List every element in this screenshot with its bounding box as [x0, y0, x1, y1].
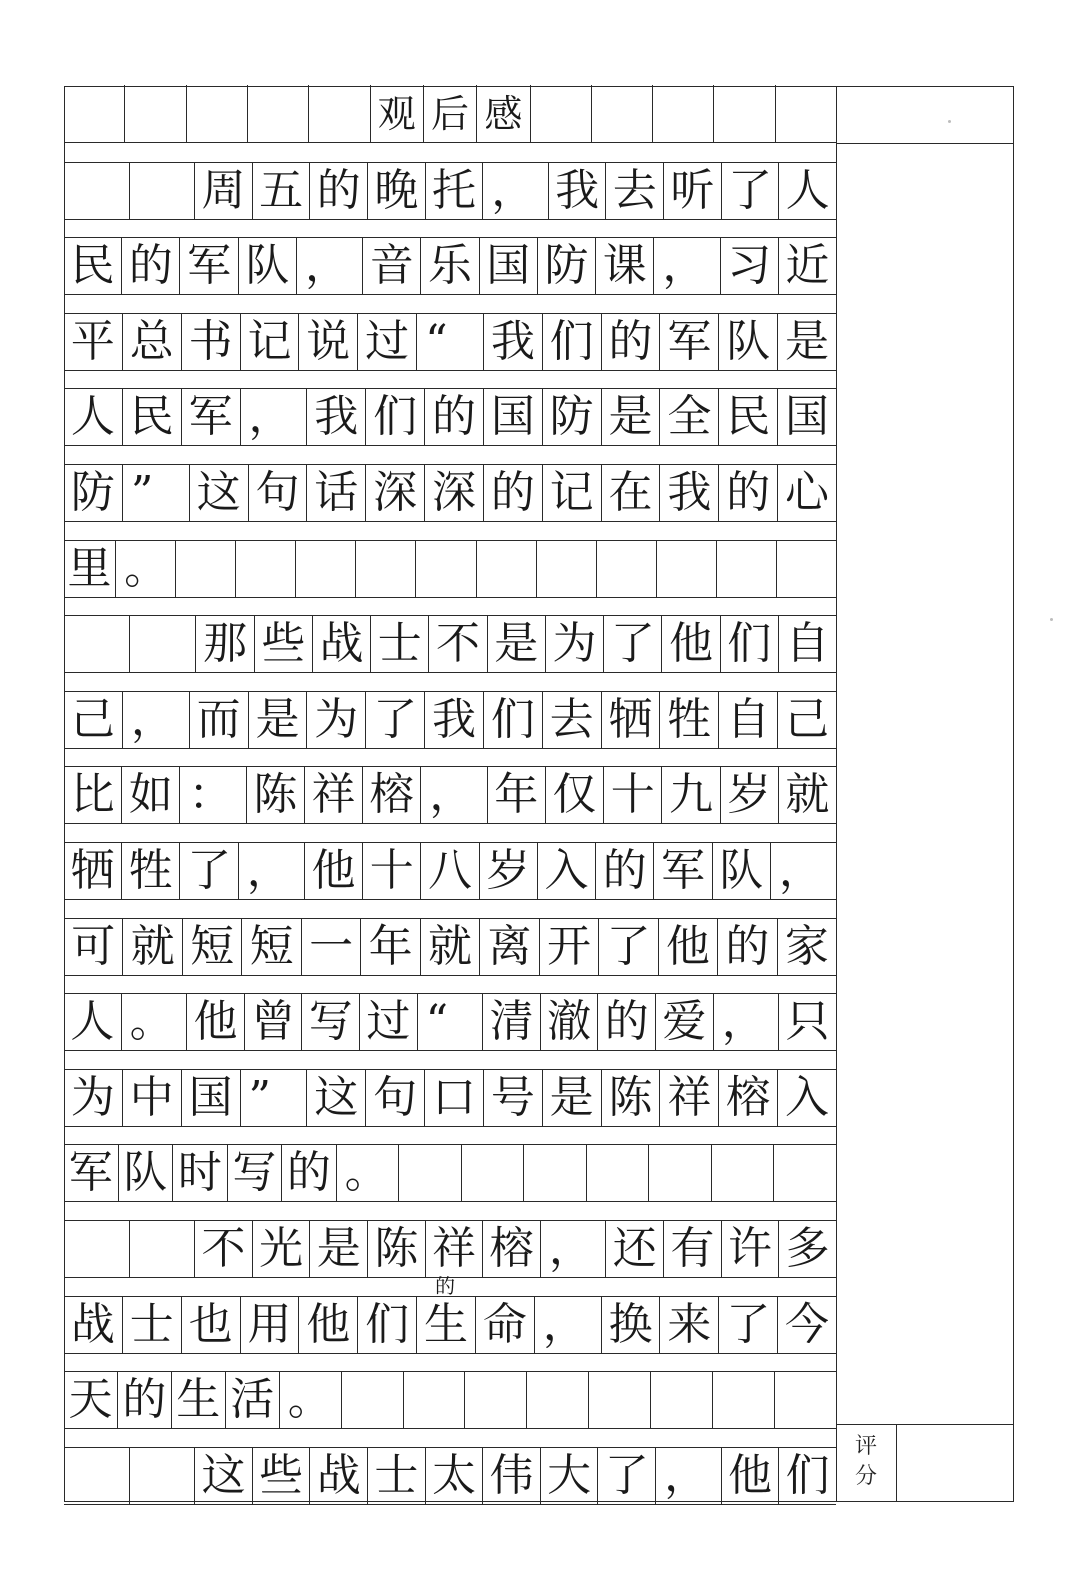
grid-cell: [592, 85, 653, 142]
grid-cell: 军: [660, 314, 719, 370]
grid-cell: 是: [543, 1070, 602, 1126]
grid-cell: 国: [182, 1070, 241, 1126]
grid-cell: 去: [543, 692, 602, 748]
grid-cell: 祥: [426, 1221, 484, 1277]
grid-cell: 我: [484, 314, 543, 370]
grid-cell: 牲: [660, 692, 719, 748]
grid-cell: ，: [535, 1297, 602, 1353]
grid-cell: 队: [119, 1145, 174, 1201]
grid-row: [64, 1447, 836, 1505]
margin-divider: [836, 143, 1014, 144]
grid-cell: 去: [606, 163, 664, 219]
grid-cell: 军: [182, 389, 241, 445]
grid-cell: 可: [64, 919, 123, 975]
grid-cell: [776, 85, 836, 142]
grid-cell: 队: [719, 314, 778, 370]
grid-cell: [64, 1448, 130, 1504]
grid-cell: 只: [785, 996, 830, 1047]
grid-cell: 民: [64, 238, 122, 294]
grid-cell: 深: [366, 465, 425, 521]
grid-cell: 。: [280, 1372, 342, 1428]
grid-cell: 祥: [305, 767, 363, 823]
grid-cell: 的: [602, 314, 661, 370]
grid-cell: [342, 1372, 404, 1428]
grid-cell: [774, 1145, 836, 1201]
grid-cell: 他: [305, 843, 363, 899]
grid-cell: [130, 616, 196, 672]
grid-row: [64, 1296, 836, 1354]
grid-cell: 天: [64, 1372, 118, 1428]
grid-cell: 防: [538, 238, 596, 294]
grid-cell: 五: [253, 163, 311, 219]
grid-cell: ，: [656, 1448, 722, 1504]
grid-row: [64, 540, 836, 598]
grid-row: [64, 615, 836, 673]
grid-cell: 记: [543, 465, 602, 521]
grid-cell: 榕: [483, 1221, 541, 1277]
insertion-mark: 的: [435, 1273, 456, 1298]
grid-cell: 太: [426, 1448, 484, 1504]
grid-cell: 来: [660, 1297, 719, 1353]
grid-cell: 牺: [64, 843, 122, 899]
grid-cell: 写: [228, 1145, 283, 1201]
grid-cell: 而: [190, 692, 249, 748]
grid-cell: 观: [371, 85, 424, 142]
grid-row: [64, 1069, 836, 1127]
grid-cell: 的: [484, 465, 543, 521]
grid-cell: 牺: [602, 692, 661, 748]
grid-cell: 我: [307, 389, 366, 445]
grid-row: [64, 842, 836, 900]
grid-row: [64, 766, 836, 824]
grid-cell: 战: [310, 1448, 368, 1504]
grid-cell: 不: [195, 1221, 253, 1277]
grid-cell: 防: [543, 389, 602, 445]
grid-cell: 里: [64, 541, 116, 597]
grid-cell: 们: [358, 1297, 417, 1353]
grid-cell: 们: [543, 314, 602, 370]
grid-cell: 的: [122, 238, 180, 294]
grid-cell: [64, 85, 125, 142]
grid-cell: [777, 541, 836, 597]
grid-cell: 年: [488, 767, 546, 823]
grid-cell: 了: [366, 692, 425, 748]
grid-cell: 九: [662, 767, 720, 823]
grid-cell: 他: [662, 616, 720, 672]
grid-cell: 自: [785, 618, 830, 669]
grid-cell: 队: [713, 843, 771, 899]
grid-cell: 为: [307, 692, 366, 748]
grid-cell: [714, 85, 775, 142]
grid-cell: 不: [429, 616, 487, 672]
grid-cell: 还: [606, 1221, 664, 1277]
scan-speck: [1050, 618, 1053, 621]
grid-cell: 深: [425, 465, 484, 521]
grid-cell: [649, 1145, 712, 1201]
grid-cell: 八: [421, 843, 479, 899]
grid-cell: 队: [239, 238, 297, 294]
grid-row: [64, 162, 836, 220]
grid-cell: [775, 1372, 836, 1428]
grid-cell: [399, 1145, 462, 1201]
grid-row: [64, 388, 836, 446]
grid-cell: 托: [426, 163, 484, 219]
grid-cell: 曾: [245, 994, 303, 1050]
grid-cell: 生: [172, 1372, 226, 1428]
grid-cell: 这: [190, 465, 249, 521]
grid-cell: [416, 541, 476, 597]
grid-row: [64, 237, 836, 295]
grid-cell: 句: [249, 465, 308, 521]
grid-cell: 为: [546, 616, 604, 672]
grid-cell: 全: [660, 389, 719, 445]
grid-cell: [531, 85, 592, 142]
grid-cell: 过: [360, 994, 418, 1050]
grid-cell: 写: [302, 994, 360, 1050]
grid-cell: 说: [299, 314, 358, 370]
grid-cell: ，: [123, 692, 190, 748]
grid-cell: 我: [549, 163, 607, 219]
grid-cell: 生: [417, 1297, 476, 1353]
grid-cell: 今: [785, 1299, 830, 1350]
grid-cell: 岁: [480, 843, 538, 899]
grid-cell: 话: [307, 465, 366, 521]
grid-cell: 感: [477, 85, 530, 142]
grid-cell: 平: [64, 314, 123, 370]
grid-cell: [248, 85, 309, 142]
grid-cell: ，: [297, 238, 363, 294]
grid-cell: 清: [483, 994, 541, 1050]
grid-cell: 入: [538, 843, 596, 899]
grid-cell: [712, 1145, 775, 1201]
grid-cell: ，: [239, 843, 305, 899]
grid-cell: 就: [123, 919, 182, 975]
grid-cell: [176, 541, 236, 597]
grid-cell: 时: [173, 1145, 228, 1201]
grid-cell: 防: [64, 465, 123, 521]
score-box-divider: [896, 1424, 897, 1502]
grid-cell: 中: [123, 1070, 182, 1126]
grid-cell: [309, 85, 370, 142]
grid-cell: 。: [122, 994, 188, 1050]
grid-cell: 们: [785, 1450, 830, 1501]
grid-cell: 了: [180, 843, 238, 899]
grid-cell: 是: [310, 1221, 368, 1277]
grid-cell: 澈: [541, 994, 599, 1050]
grid-cell: [64, 1221, 130, 1277]
grid-cell: 战: [313, 616, 371, 672]
grid-cell: 活: [226, 1372, 280, 1428]
grid-cell: 的: [718, 919, 777, 975]
grid-cell: 年: [361, 919, 420, 975]
grid-cell: [356, 541, 416, 597]
grid-cell: 那: [196, 616, 254, 672]
grid-cell: 命: [476, 1297, 535, 1353]
grid-cell: 就: [421, 919, 480, 975]
grid-cell: 是: [785, 316, 830, 367]
grid-cell: 为: [64, 1070, 123, 1126]
grid-cell: 开: [540, 919, 599, 975]
grid-cell: [236, 541, 296, 597]
grid-cell: 牲: [122, 843, 180, 899]
grid-cell: 一: [302, 919, 361, 975]
grid-row: [64, 313, 836, 371]
grid-cell: 人: [785, 165, 830, 216]
grid-cell: 换: [602, 1297, 661, 1353]
grid-cell: [477, 541, 537, 597]
grid-cell: 他: [187, 994, 245, 1050]
grid-cell: [713, 1372, 775, 1428]
grid-cell: [296, 541, 356, 597]
grid-cell: [130, 163, 196, 219]
grid-cell: 有: [664, 1221, 722, 1277]
grid-cell: 就: [785, 769, 830, 820]
grid-cell: [589, 1372, 651, 1428]
grid-cell: 士: [371, 616, 429, 672]
grid-cell: 了: [722, 163, 780, 219]
margin-column: [836, 86, 1014, 1502]
grid-cell: [462, 1145, 525, 1201]
grid-cell: 了: [598, 1448, 656, 1504]
grid-cell: 伟: [483, 1448, 541, 1504]
grid-cell: 些: [255, 616, 313, 672]
grid-cell: 人: [64, 389, 123, 445]
grid-cell: ，: [541, 1221, 607, 1277]
grid-cell: 课: [596, 238, 654, 294]
grid-cell: [717, 541, 777, 597]
grid-cell: 我: [425, 692, 484, 748]
grid-cell: 祥: [660, 1070, 719, 1126]
grid-cell: 的: [425, 389, 484, 445]
grid-cell: 自: [719, 692, 778, 748]
grid-row: [64, 1144, 836, 1202]
grid-cell: 这: [195, 1448, 253, 1504]
grid-cell: 仅: [546, 767, 604, 823]
grid-cell: ，: [654, 238, 720, 294]
grid-cell: ，: [421, 767, 487, 823]
grid-cell: ，: [714, 994, 780, 1050]
grid-cell: 短: [242, 919, 301, 975]
grid-cell: [657, 541, 717, 597]
grid-cell: 许: [722, 1221, 780, 1277]
grid-cell: 了: [599, 919, 658, 975]
grid-cell: 书: [182, 314, 241, 370]
grid-cell: 十: [604, 767, 662, 823]
grid-cell: [597, 541, 657, 597]
grid-cell: 周: [195, 163, 253, 219]
grid-cell: 陈: [368, 1221, 426, 1277]
grid-cell: ，: [778, 845, 823, 896]
grid-cell: 听: [664, 163, 722, 219]
grid-cell: ”: [123, 465, 190, 521]
grid-cell: [130, 1448, 196, 1504]
grid-cell: 人: [64, 994, 122, 1050]
grid-cell: [64, 163, 130, 219]
grid-cell: 战: [64, 1297, 123, 1353]
grid-cell: 的: [310, 163, 368, 219]
grid-cell: 士: [123, 1297, 182, 1353]
grid-cell: 我: [660, 465, 719, 521]
grid-row: [64, 993, 836, 1051]
grid-cell: 也: [182, 1297, 241, 1353]
grid-cell: 民: [123, 389, 182, 445]
grid-cell: 乐: [421, 238, 479, 294]
title-row: [64, 85, 836, 143]
grid-cell: 后: [424, 85, 477, 142]
grid-cell: 。: [116, 541, 176, 597]
grid-cell: 爱: [656, 994, 714, 1050]
grid-cell: 是: [488, 616, 546, 672]
grid-row: [64, 1371, 836, 1429]
grid-cell: [130, 1221, 196, 1277]
grid-cell: [64, 616, 130, 672]
grid-cell: [651, 1372, 713, 1428]
grid-cell: 多: [785, 1223, 830, 1274]
grid-cell: 们: [484, 692, 543, 748]
grid-row: [64, 691, 836, 749]
scan-speck: [948, 120, 951, 123]
grid-cell: 陈: [602, 1070, 661, 1126]
grid-cell: 口: [425, 1070, 484, 1126]
grid-cell: 的: [282, 1145, 337, 1201]
grid-cell: 国: [480, 238, 538, 294]
grid-cell: 己: [64, 692, 123, 748]
grid-cell: ，: [483, 163, 549, 219]
grid-cell: 号: [484, 1070, 543, 1126]
grid-cell: 心: [785, 467, 830, 518]
grid-cell: 总: [123, 314, 182, 370]
grid-cell: 们: [721, 616, 779, 672]
grid-cell: 他: [299, 1297, 358, 1353]
grid-cell: 句: [366, 1070, 425, 1126]
grid-cell: 些: [253, 1448, 311, 1504]
grid-cell: [125, 85, 186, 142]
grid-cell: ：: [180, 767, 246, 823]
grid-cell: 榕: [719, 1070, 778, 1126]
grid-cell: 短: [183, 919, 242, 975]
grid-cell: 军: [654, 843, 712, 899]
grid-cell: 己: [785, 694, 830, 745]
grid-cell: [527, 1372, 589, 1428]
grid-cell: 比: [64, 767, 122, 823]
grid-cell: 晚: [368, 163, 426, 219]
grid-cell: 近: [785, 240, 830, 291]
grid-row: [64, 918, 836, 976]
grid-cell: 民: [719, 389, 778, 445]
grid-cell: 国: [484, 389, 543, 445]
grid-cell: [537, 541, 597, 597]
grid-cell: ，: [241, 389, 308, 445]
grid-cell: [587, 1145, 650, 1201]
grid-cell: 如: [122, 767, 180, 823]
grid-cell: 过: [358, 314, 417, 370]
grid-cell: 军: [64, 1145, 119, 1201]
grid-cell: 是: [249, 692, 308, 748]
grid-cell: [404, 1372, 466, 1428]
grid-cell: 光: [253, 1221, 311, 1277]
grid-cell: 在: [602, 465, 661, 521]
grid-cell: 入: [785, 1072, 830, 1123]
grid-cell: 习: [721, 238, 779, 294]
grid-cell: [187, 85, 248, 142]
grid-cell: 十: [363, 843, 421, 899]
grid-row: [64, 464, 836, 522]
grid-cell: 了: [719, 1297, 778, 1353]
grid-cell: 音: [363, 238, 421, 294]
grid-cell: 是: [602, 389, 661, 445]
grid-cell: 。: [337, 1145, 400, 1201]
grid-cell: 榕: [363, 767, 421, 823]
grid-cell: 陈: [247, 767, 305, 823]
grid-cell: 的: [598, 994, 656, 1050]
grid-cell: [465, 1372, 527, 1428]
grid-cell: 的: [118, 1372, 172, 1428]
grid-cell: 士: [368, 1448, 426, 1504]
grid-cell: 的: [596, 843, 654, 899]
grid-cell: 用: [241, 1297, 300, 1353]
grid-cell: [524, 1145, 587, 1201]
grid-cell: [653, 85, 714, 142]
grid-cell: 他: [659, 919, 718, 975]
grid-cell: 国: [785, 391, 830, 442]
grid-cell: 岁: [721, 767, 779, 823]
grid-cell: 大: [541, 1448, 599, 1504]
grid-cell: 军: [180, 238, 238, 294]
grid-cell: “: [417, 314, 484, 370]
grid-cell: 的: [719, 465, 778, 521]
grid-cell: 了: [604, 616, 662, 672]
grid-cell: 们: [366, 389, 425, 445]
grid-cell: 记: [241, 314, 300, 370]
grid-cell: 他: [722, 1448, 780, 1504]
grid-cell: “: [418, 994, 484, 1050]
grid-cell: 离: [480, 919, 539, 975]
score-label: 评 分: [854, 1434, 877, 1489]
grid-cell: 这: [307, 1070, 366, 1126]
grid-cell: ”: [241, 1070, 308, 1126]
grid-cell: 家: [784, 921, 829, 972]
